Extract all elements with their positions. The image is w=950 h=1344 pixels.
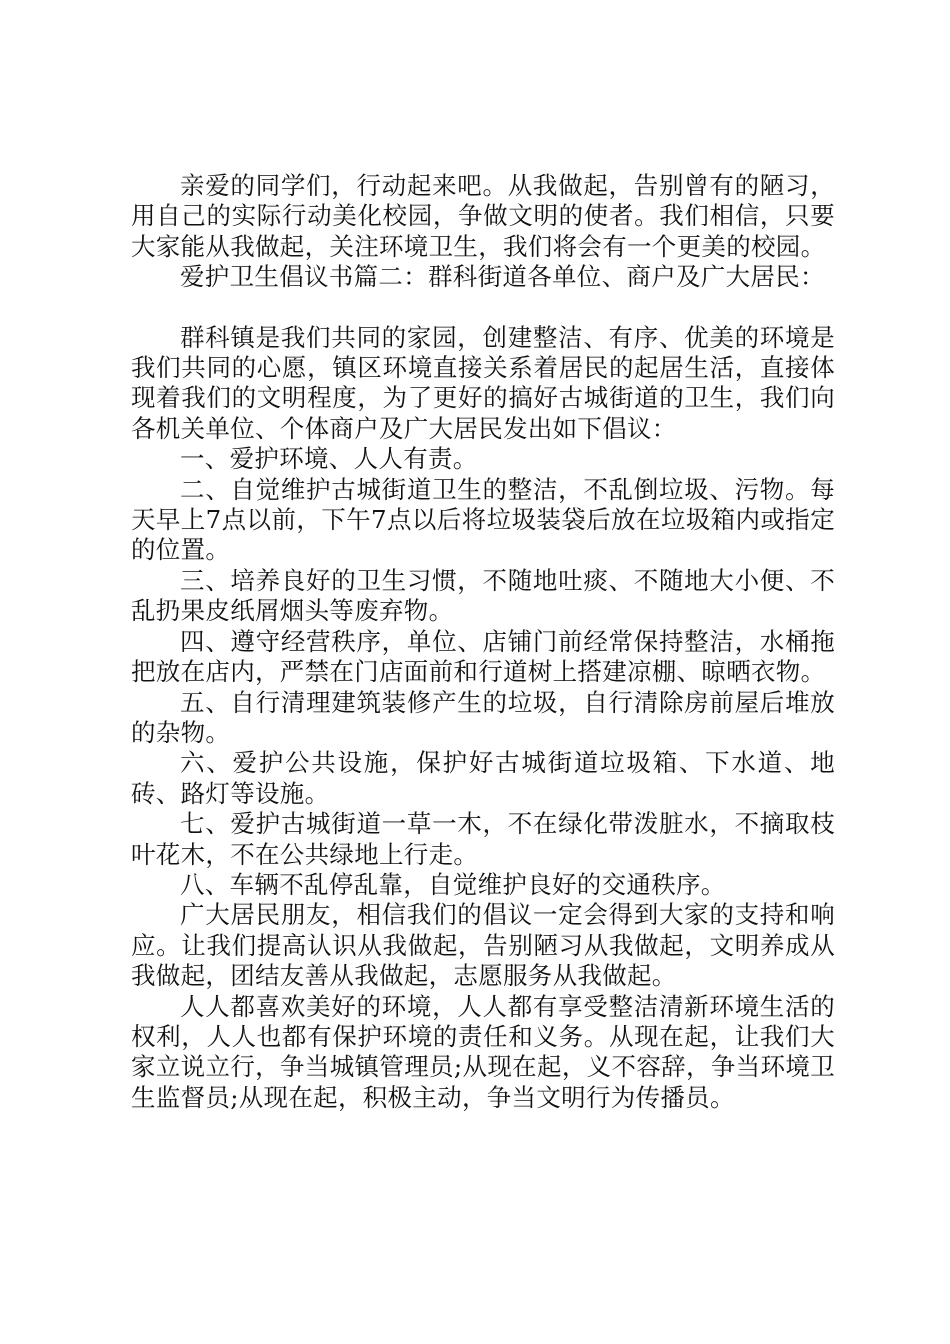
paragraph-item-6: 六、爱护公共设施，保护好古城街道垃圾箱、下水道、地砖、路灯等设施。 bbox=[131, 748, 835, 808]
paragraph-item-4: 四、遵守经营秩序，单位、店铺门前经常保持整洁，水桶拖把放在店内，严禁在门店面前和行道树上搭建凉棚、晾晒衣物。 bbox=[131, 626, 835, 687]
paragraph-item-7: 七、爱护古城街道一草一木，不在绿化带泼脏水，不摘取枝叶花木，不在公共绿地上行走。 bbox=[131, 809, 835, 869]
paragraph-item-3: 三、培养良好的卫生习惯，不随地吐痰、不随地大小便、不乱扔果皮纸屑烟头等废弃物。 bbox=[131, 565, 835, 626]
paragraph-preamble: 群科镇是我们共同的家园，创建整洁、有序、优美的环境是我们共同的心愿，镇区环境直接关系着居民的起居生活，直接体现着我们的文明程度，为了更好的搞好古城街道的卫生，我们向各机关单位、个体商户及广大居民发出如下倡议： bbox=[131, 322, 835, 443]
paragraph-intro-closing: 亲爱的同学们，行动起来吧。从我做起，告别曾有的陋习，用自己的实际行动美化校园，争做文明的使者。我们相信，只要大家能从我做起，关注环境卫生，我们将会有一个更美的校园。 bbox=[131, 171, 835, 261]
paragraph-section-heading: 爱护卫生倡议书篇二：群科街道各单位、商户及广大居民： bbox=[180, 262, 825, 292]
paragraph-item-8: 八、车辆不乱停乱靠，自觉维护良好的交通秩序。 bbox=[180, 869, 726, 899]
paragraph-item-1: 一、爱护环境、人人有责。 bbox=[180, 444, 478, 474]
paragraph-item-5: 五、自行清理建筑装修产生的垃圾，自行清除房前屋后堆放的杂物。 bbox=[131, 687, 835, 747]
paragraph-conclusion: 人人都喜欢美好的环境，人人都有享受整洁清新环境生活的权利，人人也都有保护环境的责任和义务。从现在起，让我们大家立说立行，争当城镇管理员;从现在起，义不容辞，争当环境卫生监督员;从现在起，积极主动，争当文明行为传播员。 bbox=[131, 991, 835, 1112]
paragraph-appeal: 广大居民朋友，相信我们的倡议一定会得到大家的支持和响应。让我们提高认识从我做起，告别陋习从我做起，文明养成从我做起，团结友善从我做起，志愿服务从我做起。 bbox=[131, 900, 835, 991]
paragraph-item-2: 二、自觉维护古城街道卫生的整洁，不乱倒垃圾、污物。每天早上7点以前，下午7点以后将垃圾装袋后放在垃圾箱内或指定的位置。 bbox=[131, 474, 835, 565]
document-body bbox=[131, 171, 835, 1113]
